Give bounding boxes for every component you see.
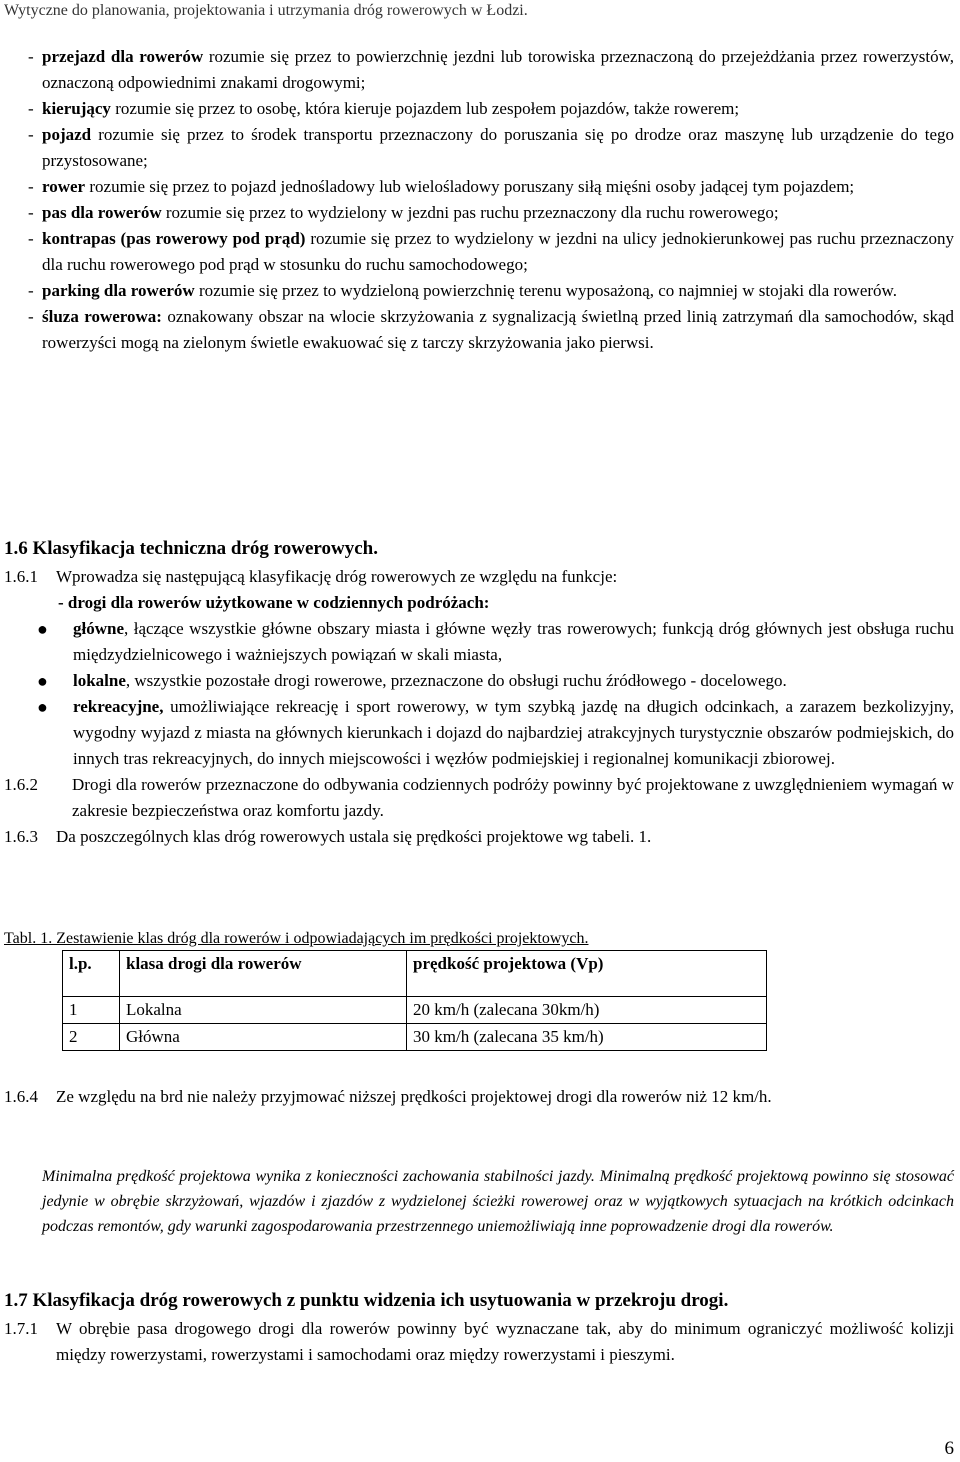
term: parking dla rowerów: [42, 281, 195, 300]
bullet-glowne: [0, 616, 960, 668]
term: rekreacyjne,: [73, 697, 164, 716]
cell-predkosc: 20 km/h (zalecana 30km/h): [407, 997, 767, 1024]
paragraph-text: Wprowadza się następującą klasyfikację dróg rowerowych ze względu na funkcje:: [56, 567, 618, 586]
italic-note: Minimalna prędkość projektowa wynika z konieczności zachowania stabilności jazdy. Minimalną prędkość projektową powinno się stosować jedynie w obrębie skrzyżowań, wjazdów i zjazdów z wydzielonej ścieżki rowerowej oraz w wyjątkowych sytuacjach na krótkich odcinkach podczas remontów, gdy warunki zagospodarowania przestrzennego uniemożliwiają inne poprowadzenie drogi dla rowerów.: [42, 1168, 954, 1235]
section-1-7-body: [0, 1316, 960, 1368]
header-cell-klasa: klasa drogi dla rowerów: [120, 951, 407, 997]
definition-kontrapas: - kontrapas (pas rowerowy pod prąd) rozumie się przez to wydzielony w jezdni na ulicy jednokierunkowej pas ruchu przeznaczony dla ruchu rowerowego pod prąd w stosunku do ruchu samochodowego;: [28, 229, 954, 274]
paragraph-text: Da poszczególnych klas dróg rowerowych ustala się prędkości projektowe wg tabeli. 1.: [56, 827, 652, 846]
term: lokalne: [73, 671, 126, 690]
bullet-text: umożliwiające rekreację i sport rowerowy, w tym szybką jazdę na długich odcinkach, a zarazem bezkolizyjny, wygodny wyjazd z miasta na głównych kierunkach i dojazd do najbardziej atrakcyjnych turystycznie obszarów podmiejskich, do innych tras rekreacyjnych, do innych miejscowości i węzłów podmiejskiej i regionalnej komunikacji zbiorowej.: [73, 697, 954, 768]
term: rower: [42, 177, 86, 196]
running-header: Wytyczne do planowania, projektowania i utrzymania dróg rowerowych w Łodzi.: [4, 2, 528, 19]
definition-text: rozumie się przez to osobę, która kieruje pojazdem lub zespołem pojazdów, także rowerem;: [110, 99, 740, 118]
section-1-7-title: 1.7 Klasyfikacja dróg rowerowych z punktu widzenia ich usytuowania w przekroju drogi.: [4, 1290, 729, 1311]
header-cell-predkosc: prędkość projektowa (Vp): [407, 951, 767, 997]
paragraph-1-6-1: [0, 564, 960, 590]
table-header-row: [63, 951, 767, 997]
speed-table: [62, 950, 767, 1051]
cell-klasa: Główna: [120, 1024, 407, 1051]
cell-klasa: Lokalna: [120, 997, 407, 1024]
paragraph-number: 1.6.1: [4, 567, 38, 586]
definition-parking: - parking dla rowerów rozumie się przez to wydzieloną powierzchnię terenu wyposażoną, co najmniej w stojaki dla rowerów.: [28, 281, 897, 300]
definition-rower: - rower rozumie się przez to pojazd jednośladowy lub wielośladowy poruszany siłą mięśni osoby jadącej tym pojazdem;: [28, 177, 855, 196]
section-1-6-body: [0, 564, 960, 850]
definition-text: oznakowany obszar na wlocie skrzyżowania z sygnalizacją świetlną przed linią zatrzymań dla samochodów, skąd rowerzyści mogą na zielonym świetle ewakuować się z tarczy skrzyżowania jako pierwsi.: [42, 307, 954, 352]
definition-text: rozumie się przez to pojazd jednośladowy lub wielośladowy poruszany siłą mięśni osoby jadącej tym pojazdem;: [85, 177, 855, 196]
term: przejazd dla rowerów: [42, 47, 204, 66]
bullet-text: , wszystkie pozostałe drogi rowerowe, przeznaczone do obsługi ruchu źródłowego - docelowego.: [125, 671, 787, 690]
paragraph-1-6-2: [0, 772, 960, 824]
paragraph-1-6-4-block: [0, 1084, 960, 1110]
definition-text: rozumie się przez to wydzieloną powierzchnię terenu wyposażoną, co najmniej w stojaki dla rowerów.: [194, 281, 897, 300]
definition-text: rozumie się przez to środek transportu przeznaczony do poruszania się po drodze oraz maszynę lub urządzenie do tego przystosowane;: [42, 125, 954, 170]
paragraph-number: 1.6.2: [4, 775, 38, 794]
definition-pojazd: - pojazd rozumie się przez to środek transportu przeznaczony do poruszania się po drodze oraz maszynę lub urządzenie do tego przystosowane;: [28, 125, 954, 170]
term: śluza rowerowa:: [42, 307, 162, 326]
bullet-icon: ●: [37, 619, 48, 639]
definition-pas-dla-rowerow: - pas dla rowerów rozumie się przez to wydzielony w jezdni pas ruchu przeznaczony dla ruchu rowerowego;: [28, 203, 779, 222]
term: kontrapas (pas rowerowy pod prąd): [42, 229, 306, 248]
paragraph-text: W obrębie pasa drogowego drogi dla rowerów powinny być wyznaczane tak, aby do minimum ograniczyć możliwość kolizji między rowerzystami, rowerzystami i samochodami oraz między rowerzystami i pieszymi.: [56, 1319, 954, 1364]
bullet-text: , łączące wszystkie główne obszary miasta i główne węzły tras rowerowych; funkcją dróg głównych jest obsługa ruchu międzydzielnicowego i ważniejszych powiązań w skali miasta,: [73, 619, 954, 664]
table-row: [63, 997, 767, 1024]
term: pojazd: [42, 125, 92, 144]
paragraph-number: 1.6.3: [4, 827, 38, 846]
table-caption: Tabl. 1. Zestawienie klas dróg dla rowerów i odpowiadających im prędkości projektowych.: [4, 930, 589, 947]
paragraph-number: 1.7.1: [4, 1319, 38, 1338]
definition-kierujacy: - kierujący rozumie się przez to osobę, która kieruje pojazdem lub zespołem pojazdów, także rowerem;: [28, 99, 740, 118]
definition-text: rozumie się przez to wydzielony w jezdni na ulicy jednokierunkowej pas ruchu przeznaczony dla ruchu rowerowego pod prąd w stosunku do ruchu samochodowego;: [42, 229, 954, 274]
bullet-icon: ●: [37, 671, 48, 691]
section-1-6-title: 1.6 Klasyfikacja techniczna dróg rowerowych.: [4, 538, 378, 559]
cell-predkosc: 30 km/h (zalecana 35 km/h): [407, 1024, 767, 1051]
bullet-icon: ●: [37, 697, 48, 717]
term: główne: [73, 619, 124, 638]
page-number: 6: [944, 1438, 954, 1459]
cell-lp: 2: [63, 1024, 120, 1051]
paragraph-text: Ze względu na brd nie należy przyjmować niższej prędkości projektowej drogi dla rowerów niż 12 km/h.: [56, 1087, 772, 1106]
paragraph-1-7-1: [0, 1316, 960, 1368]
term: kierujący: [42, 99, 111, 118]
header-cell-lp: l.p.: [63, 951, 120, 997]
definitions-list: [0, 44, 960, 356]
table-row: [63, 1024, 767, 1051]
paragraph-text: Drogi dla rowerów przeznaczone do odbywania codziennych podróży powinny być projektowane z uwzględnieniem wymagań w zakresie bezpieczeństwa oraz komfortu jazdy.: [72, 775, 954, 820]
definition-sluza: - śluza rowerowa: oznakowany obszar na wlocie skrzyżowania z sygnalizacją świetlną przed linią zatrzymań dla samochodów, skąd rowerzyści mogą na zielonym świetle ewakuować się z tarczy skrzyżowania jako pierwsi.: [28, 307, 954, 352]
paragraph-1-6-3: [0, 824, 960, 850]
cell-lp: 1: [63, 997, 120, 1024]
paragraph-1-6-4: [0, 1084, 960, 1110]
definition-text: rozumie się przez to wydzielony w jezdni pas ruchu przeznaczony dla ruchu rowerowego;: [161, 203, 779, 222]
subheading-codzienne: - drogi dla rowerów użytkowane w codziennych podróżach:: [58, 593, 490, 612]
bullet-lokalne: [0, 668, 960, 694]
definition-text: rozumie się przez to powierzchnię jezdni lub torowiska przeznaczoną do przejeżdżania przez rowerzystów, oznaczoną odpowiednimi znakami drogowymi;: [42, 47, 954, 92]
term: pas dla rowerów: [42, 203, 162, 222]
bullet-rekreacyjne: [0, 694, 960, 772]
definition-przejazd: - przejazd dla rowerów rozumie się przez to powierzchnię jezdni lub torowiska przeznaczoną do przejeżdżania przez rowerzystów, oznaczoną odpowiednimi znakami drogowymi;: [28, 47, 954, 92]
paragraph-number: 1.6.4: [4, 1087, 38, 1106]
